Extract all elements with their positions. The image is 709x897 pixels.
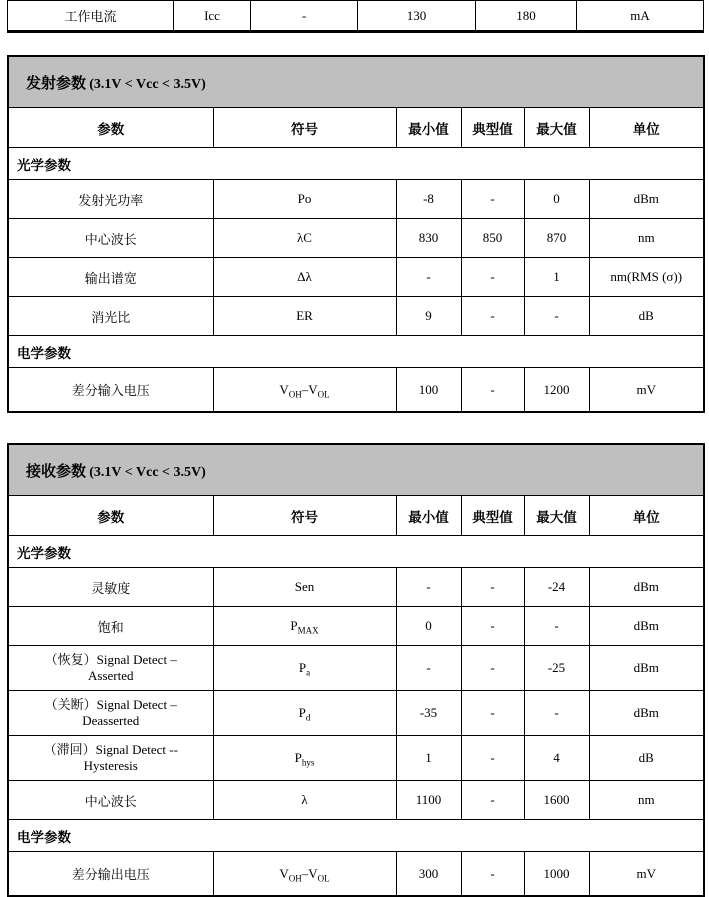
min-cell: 9: [396, 297, 461, 336]
max-cell: -25: [524, 646, 589, 691]
typ-cell: -: [461, 852, 524, 897]
table-title-text: 接收参数: [26, 462, 87, 480]
symbol-cell: λ: [213, 781, 396, 820]
unit-cell: dB: [589, 736, 704, 781]
max-cell: -24: [524, 568, 589, 607]
typ-cell: 850: [461, 219, 524, 258]
min-cell: -35: [396, 691, 461, 736]
max-cell: 0: [524, 180, 589, 219]
min-cell: -: [396, 258, 461, 297]
param-cell: 差分输出电压: [8, 852, 213, 897]
typ-cell: -: [461, 568, 524, 607]
typ-cell: -: [461, 180, 524, 219]
max-cell: -: [524, 297, 589, 336]
typ-cell: -: [461, 607, 524, 646]
spacer: [0, 413, 709, 443]
unit-cell: nm(RMS (σ)): [589, 258, 704, 297]
symbol-cell: Po: [213, 180, 396, 219]
header-row: [8, 108, 704, 148]
param-cell: （滞回）Signal Detect -- Hysteresis: [8, 736, 213, 781]
unit-cell: nm: [589, 219, 704, 258]
min-cell: -8: [396, 180, 461, 219]
typ-cell: -: [461, 736, 524, 781]
unit-cell: dBm: [589, 691, 704, 736]
symbol-cell: $V_{OH}-V_{OL}$: [213, 852, 396, 897]
param-cell: 中心波长: [8, 781, 213, 820]
table-row: [8, 297, 704, 336]
header-min: 最小值: [396, 496, 461, 536]
max-cell: 4: [524, 736, 589, 781]
unit-cell: dBm: [589, 646, 704, 691]
fragment-table: [7, 0, 704, 33]
min-cell: 1: [396, 736, 461, 781]
table-title-row: [8, 56, 704, 108]
header-param: 参数: [8, 496, 213, 536]
header-symbol: 符号: [213, 496, 396, 536]
max-cell: -: [524, 691, 589, 736]
table-title: [8, 444, 704, 496]
table-title: [8, 56, 704, 108]
min-cell: -: [396, 568, 461, 607]
header-typ: 典型值: [461, 108, 524, 148]
table-row: [8, 180, 704, 219]
unit-cell: dBm: [589, 568, 704, 607]
typ-cell: -: [461, 646, 524, 691]
min-cell: 1100: [396, 781, 461, 820]
max-cell: 1600: [524, 781, 589, 820]
param-cell: 灵敏度: [8, 568, 213, 607]
symbol-cell: ER: [213, 297, 396, 336]
min-cell: -: [396, 646, 461, 691]
transmit-parameters-table: [7, 55, 705, 413]
header-unit: 单位: [589, 496, 704, 536]
param-cell: 中心波长: [8, 219, 213, 258]
min-cell: 830: [396, 219, 461, 258]
header-param: 参数: [8, 108, 213, 148]
min-cell: 300: [396, 852, 461, 897]
table-row: [8, 219, 704, 258]
receive-parameters-table: [7, 443, 705, 897]
param-cell: 发射光功率: [8, 180, 213, 219]
section-row-optical: [8, 536, 704, 568]
param-cell: 差分输入电压: [8, 368, 213, 413]
header-min: 最小值: [396, 108, 461, 148]
min-cell: -: [251, 1, 358, 32]
param-cell: 饱和: [8, 607, 213, 646]
typ-cell: -: [461, 258, 524, 297]
table-row: [8, 781, 704, 820]
max-cell: 1: [524, 258, 589, 297]
header-row: [8, 496, 704, 536]
param-cell: （关断）Signal Detect – Deasserted: [8, 691, 213, 736]
typ-cell: 130: [358, 1, 476, 32]
table-row: [8, 258, 704, 297]
min-cell: 100: [396, 368, 461, 413]
min-cell: 0: [396, 607, 461, 646]
unit-cell: dBm: [589, 180, 704, 219]
param-cell: 输出谱宽: [8, 258, 213, 297]
symbol-cell: Δλ: [213, 258, 396, 297]
symbol-cell: $P_{MAX}$: [213, 607, 396, 646]
typ-cell: -: [461, 368, 524, 413]
spacer: [0, 33, 709, 55]
table-row: [8, 607, 704, 646]
max-cell: -: [524, 607, 589, 646]
section-row-electrical: [8, 820, 704, 852]
symbol-cell: Icc: [174, 1, 251, 32]
table-row: [8, 1, 704, 32]
typ-cell: -: [461, 297, 524, 336]
max-cell: 180: [476, 1, 577, 32]
header-max: 最大值: [524, 108, 589, 148]
table-title-condition: (3.1V < Vcc < 3.5V): [89, 76, 206, 92]
table-title-condition: (3.1V < Vcc < 3.5V): [89, 464, 206, 480]
unit-cell: dBm: [589, 607, 704, 646]
unit-cell: dB: [589, 297, 704, 336]
symbol-cell: $P_d$: [213, 691, 396, 736]
table-row: [8, 852, 704, 897]
table-title-text: 发射参数: [26, 74, 87, 92]
unit-cell: mA: [577, 1, 704, 32]
section-label: 电学参数: [8, 820, 704, 852]
max-cell: 1000: [524, 852, 589, 897]
param-cell: 消光比: [8, 297, 213, 336]
max-cell: 1200: [524, 368, 589, 413]
table-row: [8, 368, 704, 413]
param-cell: （恢复）Signal Detect – Asserted: [8, 646, 213, 691]
header-max: 最大值: [524, 496, 589, 536]
symbol-cell: $P_a$: [213, 646, 396, 691]
table-row: [8, 568, 704, 607]
table-title-row: [8, 444, 704, 496]
max-cell: 870: [524, 219, 589, 258]
section-row-optical: [8, 148, 704, 180]
header-typ: 典型值: [461, 496, 524, 536]
unit-cell: mV: [589, 852, 704, 897]
param-cell: 工作电流: [8, 1, 174, 32]
table-row: [8, 736, 704, 781]
section-label: 光学参数: [8, 536, 704, 568]
table-row: [8, 691, 704, 736]
unit-cell: nm: [589, 781, 704, 820]
header-unit: 单位: [589, 108, 704, 148]
section-row-electrical: [8, 336, 704, 368]
typ-cell: -: [461, 781, 524, 820]
header-symbol: 符号: [213, 108, 396, 148]
symbol-cell: $V_{OH}-V_{OL}$: [213, 368, 396, 413]
section-label: 电学参数: [8, 336, 704, 368]
section-label: 光学参数: [8, 148, 704, 180]
symbol-cell: Sen: [213, 568, 396, 607]
unit-cell: mV: [589, 368, 704, 413]
table-row: [8, 646, 704, 691]
symbol-cell: $P_{hys}$: [213, 736, 396, 781]
typ-cell: -: [461, 691, 524, 736]
symbol-cell: λC: [213, 219, 396, 258]
